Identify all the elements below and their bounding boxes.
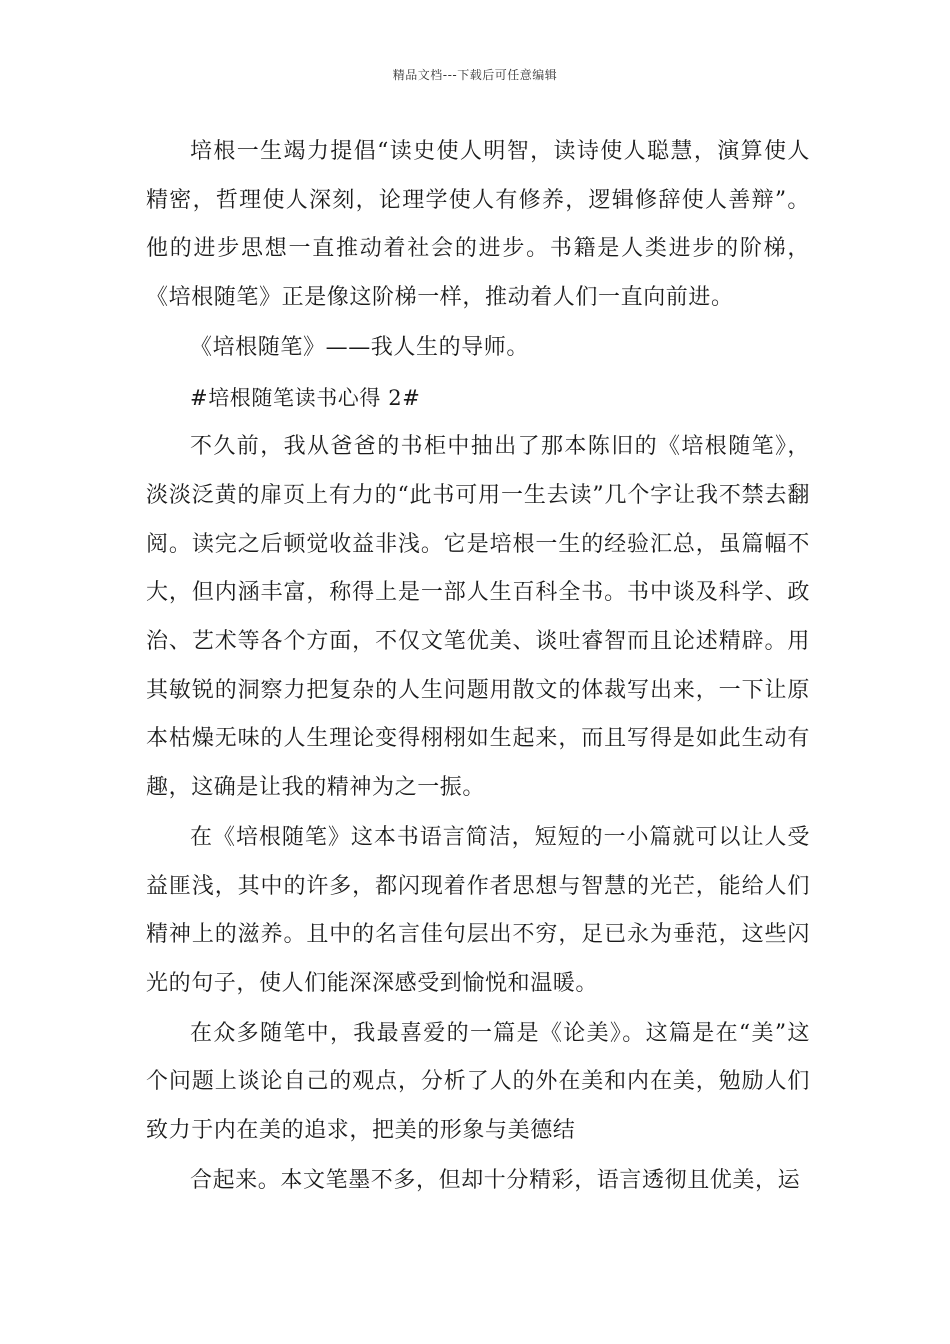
- paragraph-book-intro: 不久前，我从爸爸的书柜中抽出了那本陈旧的《培根随笔》，淡淡泛黄的扉页上有力的“此书可用一生去读”几个字让我不禁去翻阅。读完之后顿觉收益非浅。它是培根一生的经验汇总，虽篇幅不大，但内涵丰富，称得上是一部人生百科全书。书中谈及科学、政治、艺术等各个方面，不仅文笔优美、谈吐睿智而且论述精辟。用其敏锐的洞察力把复杂的人生问题用散文的体裁写出来，一下让原本枯燥无味的人生理论变得栩栩如生起来，而且写得是如此生动有趣，这确是让我的精神为之一振。: [146, 434, 810, 801]
- paragraph-continuation: 合起来。本文笔墨不多，但却十分精彩，语言透彻且优美，运: [190, 1167, 801, 1193]
- document-body: [146, 128, 810, 1206]
- paragraph-bacon-quote: 培根一生竭力提倡“读史使人明智，读诗使人聪慧，演算使人精密，哲理使人深刻，论理学使人有修养，逻辑修辞使人善辩”。他的进步思想一直推动着社会的进步。书籍是人类进步的阶梯，《培根随笔》正是像这阶梯一样，推动着人们一直向前进。: [146, 139, 810, 311]
- paragraph-mentor: 《培根随笔》——我人生的导师。: [190, 334, 530, 360]
- paragraph-on-beauty: 在众多随笔中，我最喜爱的一篇是《论美》。这篇是在“美”这个问题上谈论自己的观点，分析了人的外在美和内在美，勉励人们致力于内在美的追求，把美的形象与美德结: [146, 1020, 810, 1144]
- page-header: 精品文档---下载后可任意编辑: [392, 68, 558, 82]
- paragraph-language: 在《培根随笔》这本书语言简洁，短短的一小篇就可以让人受益匪浅，其中的许多，都闪现着作者思想与智慧的光芒，能给人们精神上的滋养。且中的名言佳句层出不穷，足已永为垂范，这些闪光的句子，使人们能深深感受到愉悦和温暖。: [146, 824, 810, 996]
- section-heading: #培根随笔读书心得 2#: [190, 385, 421, 410]
